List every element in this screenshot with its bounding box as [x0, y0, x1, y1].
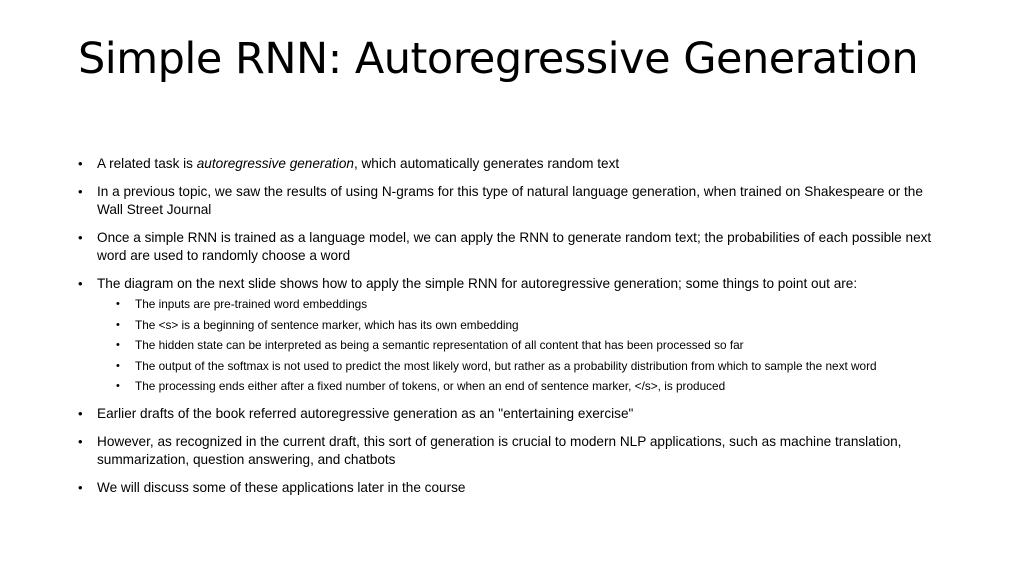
sub-bullet-item: • The inputs are pre-trained word embeddings	[116, 297, 948, 313]
bullet-item	[78, 275, 948, 395]
bullet-text: A related task is	[97, 156, 197, 171]
bullet-item	[78, 155, 948, 173]
bullet-text: However, as recognized in the current draft, this sort of generation is crucial to modern NLP applications, such as machine translation, summarization, question answering, and chatbots	[97, 433, 902, 467]
sub-bullet-list	[97, 297, 948, 395]
bullet-item	[78, 183, 948, 219]
bullet-item	[78, 405, 948, 423]
bullet-text: Earlier drafts of the book referred autoregressive generation as an "entertaining exercise"	[97, 405, 634, 421]
bullet-list	[78, 155, 948, 507]
bullet-text: We will discuss some of these applications later in the course	[97, 479, 466, 495]
bullet-item	[78, 479, 948, 497]
bullet-text: The diagram on the next slide shows how to apply the simple RNN for autoregressive generation; some things to point out are:	[97, 276, 858, 291]
bullet-emphasis: autoregressive generation	[196, 156, 354, 171]
sub-bullet-item: • The processing ends either after a fixed number of tokens, or when an end of sentence marker, </s>, is produced	[116, 379, 948, 395]
bullet-text: Once a simple RNN is trained as a language model, we can apply the RNN to generate random text; the probabilities of each possible next word are used to randomly choose a word	[97, 230, 932, 263]
sub-bullet-item: • The <s> is a beginning of sentence marker, which has its own embedding	[116, 318, 948, 334]
bullet-text: In a previous topic, we saw the results of using N-grams for this type of natural language generation, when trained on Shakespeare or the Wall Street Journal	[97, 184, 923, 217]
sub-bullet-item: • The output of the softmax is not used to predict the most likely word, but rather as a probability distribution from which to sample the next word	[116, 359, 948, 375]
bullet-item	[78, 433, 948, 469]
bullet-text: , which automatically generates random text	[353, 156, 620, 171]
sub-bullet-item: • The hidden state can be interpreted as being a semantic representation of all content that has been processed so far	[116, 338, 948, 354]
bullet-item	[78, 229, 948, 265]
slide-title: Simple RNN: Autoregressive Generation	[78, 34, 919, 84]
